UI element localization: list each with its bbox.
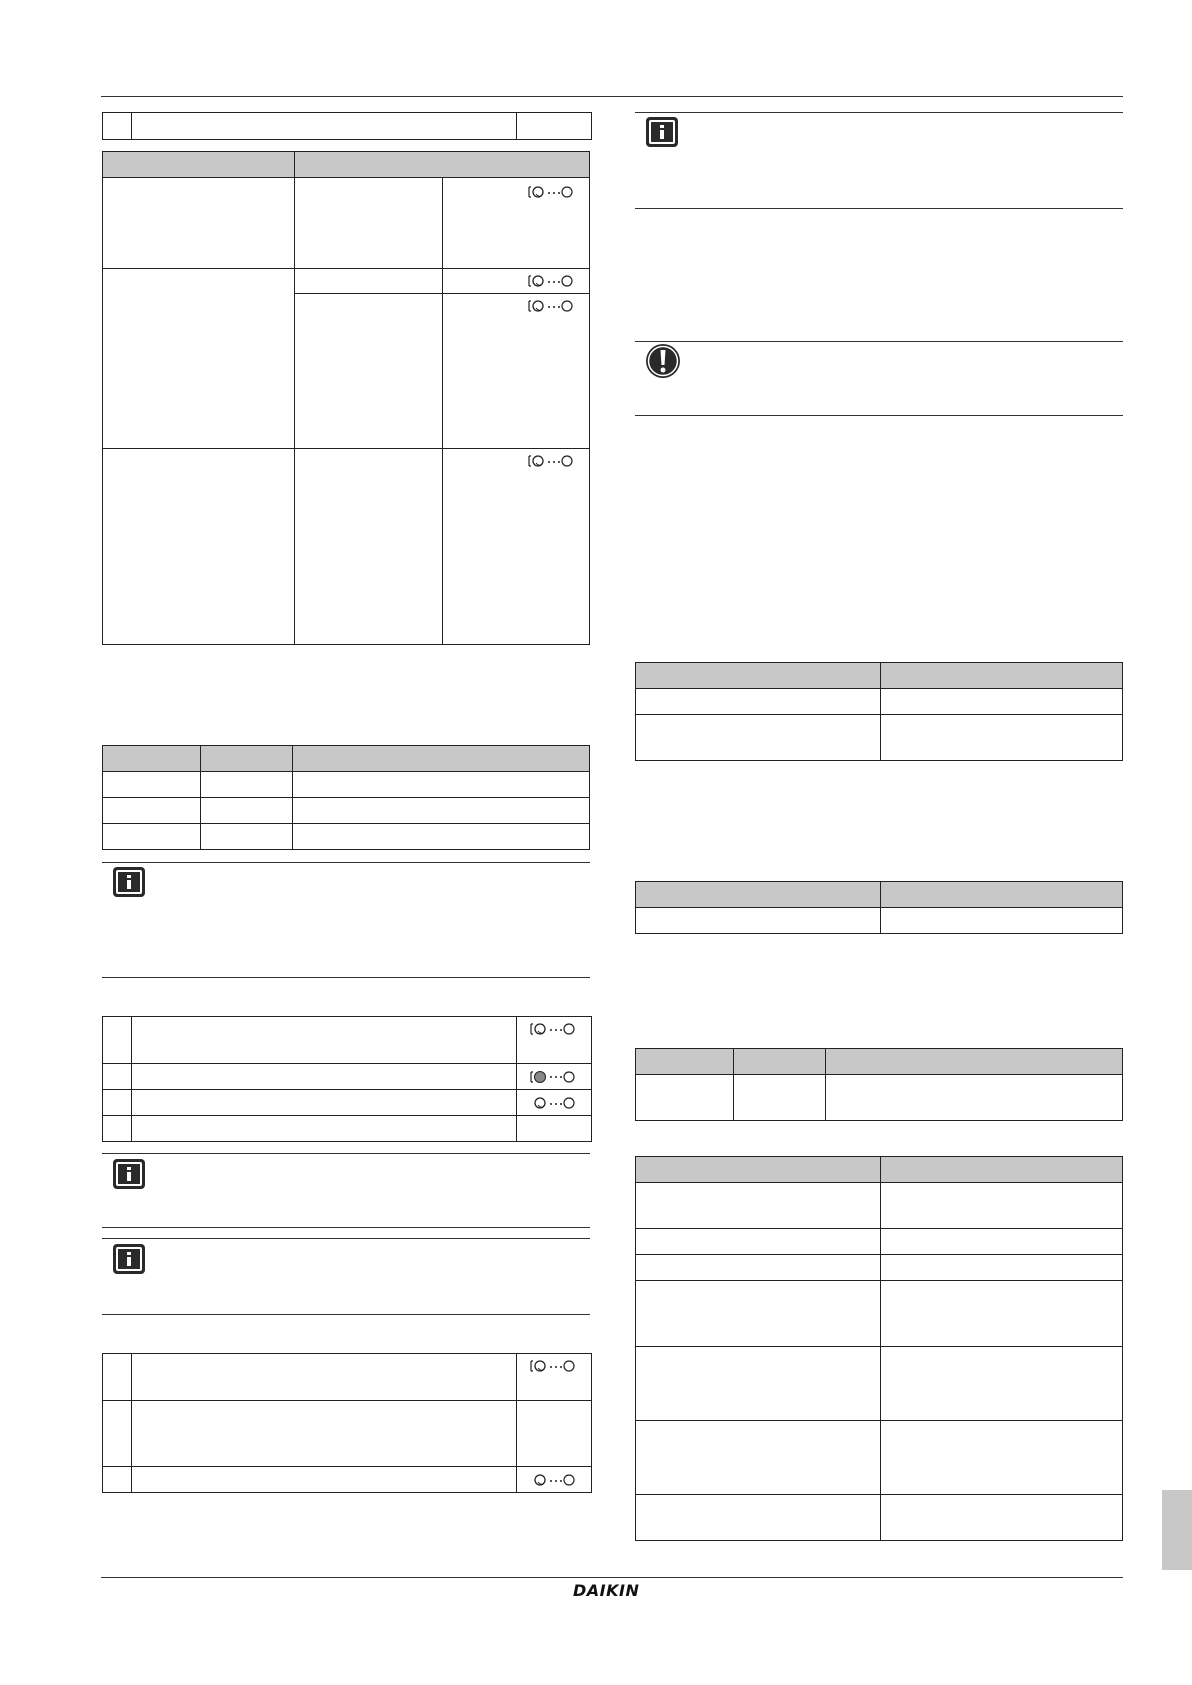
table-cell [103, 449, 295, 645]
step-number-cell [103, 1401, 132, 1467]
step-table [102, 1016, 592, 1142]
knob-turn-icon [527, 298, 573, 314]
step-control-cell [517, 1090, 592, 1116]
three-column-table [635, 1048, 1123, 1121]
table-cell [442, 269, 590, 294]
settings-table [102, 151, 590, 645]
note-rule [102, 1227, 590, 1228]
table-header-cell [293, 746, 590, 772]
table-header-cell [636, 663, 881, 689]
table-cell [881, 1183, 1123, 1229]
knob-turn-icon [527, 184, 573, 200]
note-rule [635, 208, 1123, 209]
table-cell [636, 1421, 881, 1495]
chapter-tab [1162, 1490, 1192, 1570]
table-cell [103, 269, 295, 449]
step-number-cell [103, 1116, 132, 1142]
table-header-cell [734, 1049, 826, 1075]
step-number-cell [103, 1017, 132, 1064]
table-cell [293, 772, 590, 798]
header-rule [101, 96, 1123, 97]
table-header-cell [636, 882, 881, 908]
knob-turn-icon [529, 1358, 575, 1374]
step-number-cell [103, 1467, 132, 1493]
table-cell [201, 798, 293, 824]
step-text-cell [132, 1401, 517, 1467]
knob-turn-icon [529, 1095, 575, 1111]
table-cell [295, 269, 443, 294]
table-cell [201, 824, 293, 850]
table-cell [293, 798, 590, 824]
table-header-cell [826, 1049, 1123, 1075]
info-icon [112, 866, 146, 898]
table-cell [636, 1075, 734, 1121]
table-cell [295, 178, 443, 269]
table-cell [636, 715, 881, 761]
note-rule [102, 977, 590, 978]
table-header-cell [103, 746, 201, 772]
step-control-cell [517, 1354, 592, 1401]
step-number-cell [103, 1064, 132, 1090]
table-header-cell [881, 663, 1123, 689]
step-number-cell [103, 113, 132, 140]
table-cell [881, 908, 1123, 934]
step-control-cell [517, 1064, 592, 1090]
table-cell [442, 294, 590, 449]
table-cell [636, 689, 881, 715]
table-cell [636, 1229, 881, 1255]
step-text-cell [132, 1354, 517, 1401]
step-text-cell [132, 1467, 517, 1493]
step-table-top [102, 112, 592, 140]
table-header-cell [881, 882, 1123, 908]
table-cell [636, 908, 881, 934]
step-control-cell [517, 1017, 592, 1064]
two-column-table [635, 1156, 1123, 1541]
info-icon [645, 116, 679, 148]
table-header-cell [295, 152, 590, 178]
table-cell [881, 1255, 1123, 1281]
table-header-cell [103, 152, 295, 178]
table-cell [293, 824, 590, 850]
table-cell [201, 772, 293, 798]
two-column-table [635, 881, 1123, 934]
two-column-table [635, 662, 1123, 761]
table-cell [103, 178, 295, 269]
table-cell [636, 1255, 881, 1281]
table-cell [636, 1495, 881, 1541]
table-cell [295, 294, 443, 449]
table-cell [826, 1075, 1123, 1121]
note-rule [635, 112, 1123, 113]
table-cell [442, 449, 590, 645]
table-header-cell [201, 746, 293, 772]
table-cell [881, 1347, 1123, 1421]
table-cell [295, 449, 443, 645]
table-cell [103, 798, 201, 824]
table-cell [881, 1421, 1123, 1495]
table-cell [881, 1281, 1123, 1347]
table-cell [881, 715, 1123, 761]
step-control-cell [517, 113, 592, 140]
daikin-logo: DAIKIN [573, 1581, 640, 1600]
knob-turn-icon [527, 453, 573, 469]
table-cell [881, 1229, 1123, 1255]
caution-icon [645, 343, 681, 379]
table-cell [636, 1347, 881, 1421]
table-header-cell [636, 1157, 881, 1183]
step-control-cell [517, 1467, 592, 1493]
step-control-cell [517, 1116, 592, 1142]
table-header-cell [636, 1049, 734, 1075]
table-header-cell [881, 1157, 1123, 1183]
step-text-cell [132, 1064, 517, 1090]
step-text-cell [132, 1017, 517, 1064]
knob-turn-icon [529, 1021, 575, 1037]
step-text-cell [132, 113, 517, 140]
info-icon [112, 1158, 146, 1190]
step-control-cell [517, 1401, 592, 1467]
info-icon [112, 1243, 146, 1275]
note-rule [102, 862, 590, 863]
step-text-cell [132, 1090, 517, 1116]
note-rule [635, 415, 1123, 416]
table-cell [881, 1495, 1123, 1541]
note-rule [102, 1314, 590, 1315]
table-cell [103, 772, 201, 798]
three-column-table [102, 745, 590, 850]
footer-rule [101, 1577, 1123, 1578]
step-table [102, 1353, 592, 1493]
knob-turn-icon [529, 1472, 575, 1488]
knob-press-icon [529, 1069, 575, 1085]
table-cell [442, 178, 590, 269]
step-number-cell [103, 1090, 132, 1116]
note-rule [102, 1153, 590, 1154]
step-number-cell [103, 1354, 132, 1401]
table-cell [636, 1281, 881, 1347]
note-rule [635, 341, 1123, 342]
knob-turn-icon [527, 273, 573, 289]
table-cell [636, 1183, 881, 1229]
table-cell [881, 689, 1123, 715]
table-cell [103, 824, 201, 850]
note-rule [102, 1238, 590, 1239]
table-cell [734, 1075, 826, 1121]
step-text-cell [132, 1116, 517, 1142]
